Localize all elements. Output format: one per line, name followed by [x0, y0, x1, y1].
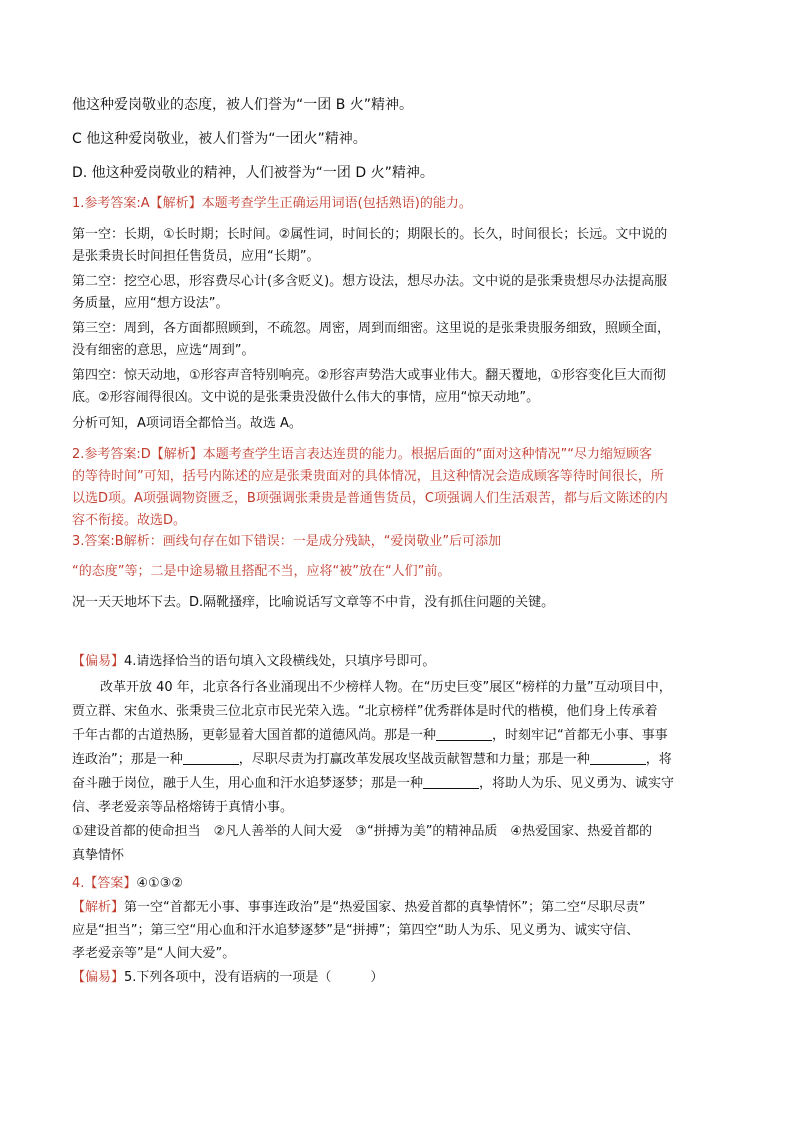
fill-blank-3[interactable]: [590, 750, 646, 765]
question4-prompt-text: 4.请选择恰当的语句填入文段横线处，只填序号即可。: [124, 654, 436, 669]
option-c-line: C 他这种爱岗敬业，被人们誉为“一团火”精神。: [72, 131, 367, 147]
question4-answer-label: 4.【答案】: [72, 876, 137, 891]
passage-line3: [72, 724, 724, 748]
option-b-line: 他这种爱岗敬业的态度，被人们誉为“一团 B 火”精神。: [72, 97, 414, 113]
answer1-blank1: [72, 224, 724, 268]
fill-blank-2[interactable]: [183, 750, 239, 765]
question5-prompt-text: 5.下列各项中，没有语病的一项是（ ）: [124, 970, 384, 985]
answer1-head-text: 1.参考答案:A【解析】本题考查学生正确运用词语(包括熟语)的能力。: [72, 196, 472, 211]
answer3-line1: 3.答案:B解析：画线句存在如下错误：一是成分残缺，“爱岗敬业”后可添加: [72, 534, 502, 549]
analysis-label: 【解析】: [72, 900, 125, 915]
answer3-line2: “的态度”等；二是中途易辙且搭配不当，应将“被”放在“人们”前。: [72, 564, 451, 579]
answer2-line3: 以选D项。A项强调物资匮乏，B项强调张秉贵是普通售货员，C项强调人们生活艰苦，都与后文陈述的内: [72, 491, 668, 506]
passage-line3-text: 千年古都的古道热肠，更彰显着大国首都的道德风尚。那是一种: [72, 728, 437, 743]
question4-prompt: [72, 651, 724, 673]
question5-prompt: [72, 967, 724, 989]
passage-line4-text: 连政治”；那是一种: [72, 752, 183, 767]
answer1-blank3: [72, 318, 724, 362]
answer2-line4: 容不衔接。故选D。: [72, 513, 187, 528]
question4-answer: [72, 873, 724, 895]
answer1-blank3-line1: 第三空：周到，各方面都照顾到，不疏忽。周密，周到而细密。这里说的是张秉贵服务细致，照顾全面，: [72, 321, 671, 336]
passage-line5-tail: ，将助人为乐、见义勇为、诚实守: [479, 776, 675, 791]
question4-tag: 【偏易】: [72, 654, 125, 669]
answer1-blank3-line2: 没有细密的意思，应选“周到”。: [72, 343, 255, 358]
passage-line5: [72, 772, 724, 796]
analysis-line1-text: 第一空“首都无小事、事事连政治”是“热爱国家、热爱首都的真挚情怀”；第二空“尽职尽责”: [124, 900, 646, 915]
choices-line1: ①建设首都的使命担当 ②凡人善举的人间大爱 ③“拼搏为美”的精神品质 ④热爱国家、热爱首都的: [72, 824, 653, 839]
passage-line1: 改革开放 40 年，北京各行各业涌现出不少榜样人物。在“历史巨变”展区“榜样的力量”互动项目中，: [100, 680, 672, 695]
answer2-line2: 的等待时间”可知，括号内陈述的应是张秉贵面对的具体情况，且这种情况会造成顾客等待时间很长，所: [72, 469, 664, 484]
answer1-blank1-line1: 第一空：长期，①长时期；长时间。②属性词，时间长的；期限长的。长久，时间很长；长远。文中说的: [72, 227, 668, 242]
passage-line4-tail: ，将: [645, 752, 672, 767]
fill-blank-1[interactable]: [436, 726, 492, 741]
choices-line2: 真挚情怀: [72, 848, 125, 863]
question4-passage: [72, 676, 724, 868]
answer3-line3: 况一天天地坏下去。D.隔靴搔痒，比喻说话写文章等不中肯，没有抓住问题的关键。: [72, 595, 555, 610]
passage-line4-mid: ，尽职尽责为打赢改革发展攻坚战贡献智慧和力量；那是一种: [238, 752, 590, 767]
option-d-line: D. 他这种爱岗敬业的精神，人们被誉为“一团 D 火”精神。: [72, 165, 434, 181]
passage-line3-tail: ，时刻牢记“首都无小事、事事: [492, 728, 668, 743]
answer1-conclusion: 分析可知，A项词语全都恰当。故选 A。: [72, 416, 302, 431]
analysis-line2: 应是“担当”；第三空“用心血和汗水追梦逐梦”是“拼搏”；第四空“助人为乐、见义勇为、诚实守信、: [72, 923, 640, 938]
passage-line6: 信、孝老爱亲等品格熔铸于真情小事。: [72, 800, 294, 815]
passage-line2: 贾立群、宋鱼水、张秉贵三位北京市民光荣入选。“北京榜样”优秀群体是时代的楷模，他们身上传承着: [72, 704, 658, 719]
answer1-head: [72, 193, 724, 215]
answer1-blank2-line1: 第二空：挖空心思，形容费尽心计(多含贬义)。想方设法，想尽办法。文中说的是张秉贵想尽办法提高服: [72, 274, 668, 289]
answer1-blank2-line2: 务质量，应用“想方设法”。: [72, 296, 229, 311]
analysis-line3: 孝老爱亲等”是“人间大爱”。: [72, 946, 236, 961]
fill-blank-4[interactable]: [423, 774, 479, 789]
passage-line5-text: 奋斗融于岗位，融于人生，用心血和汗水追梦逐梦；那是一种: [72, 776, 424, 791]
answer1-blank2: [72, 271, 724, 315]
answer2-block: [72, 444, 724, 532]
answer1-blank4-line2: 底。②形容闹得很凶。文中说的是张秉贵没做什么伟大的事情，应用“惊天动地”。: [72, 390, 540, 405]
answer1-blank4: [72, 365, 724, 409]
answer1-blank4-line1: 第四空：惊天动地，①形容声音特别响亮。②形容声势浩大或事业伟大。翻天覆地，①形容变化巨大而彻: [72, 368, 666, 383]
analysis-line1: [72, 896, 724, 919]
passage-line4: [72, 748, 724, 772]
question5-tag: 【偏易】: [72, 970, 125, 985]
question4-analysis: [72, 896, 724, 965]
answer2-line1: 2.参考答案:D【解析】本题考查学生语言表达连贯的能力。根据后面的“面对这种情况”“尽力缩短顾客: [72, 447, 652, 462]
question4-answer-value: ④①③②: [136, 876, 184, 891]
answer1-blank1-line2: 是张秉贵长时间担任售货员，应用“长期”。: [72, 249, 320, 264]
